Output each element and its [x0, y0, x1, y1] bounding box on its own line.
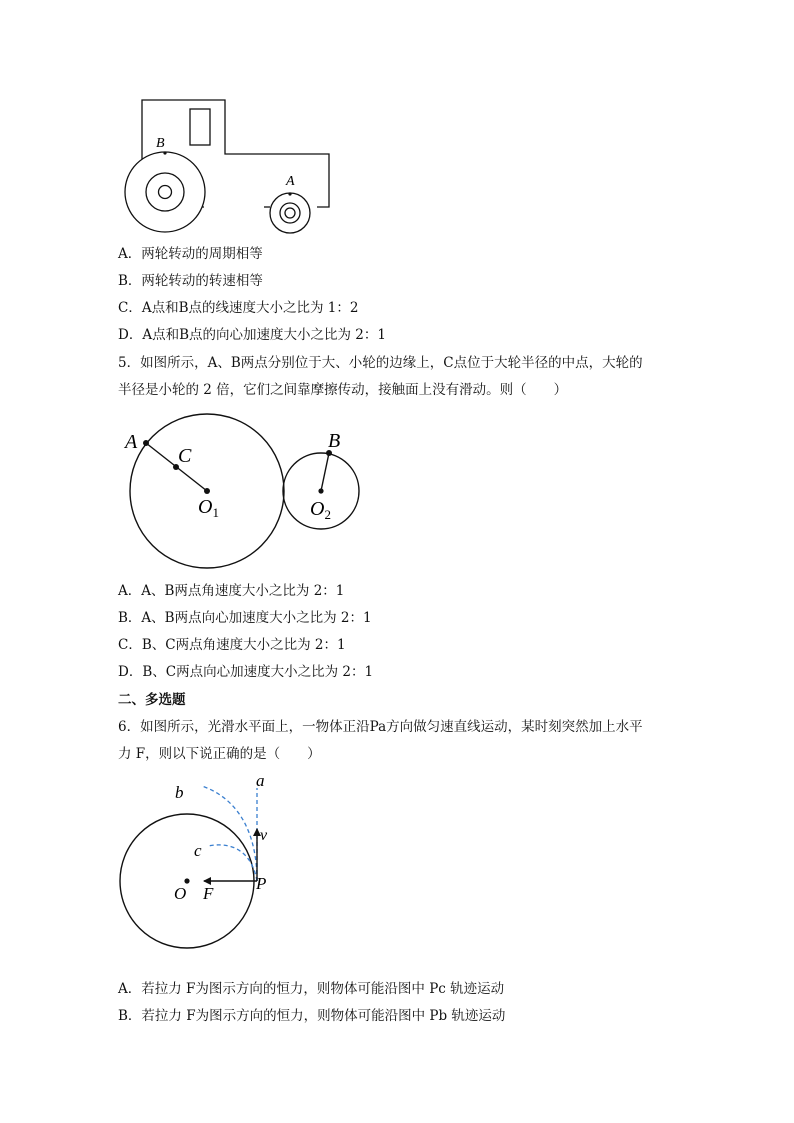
trajectory-figure	[118, 768, 288, 950]
label-o2: $O_2$	[310, 498, 331, 522]
q6-stem-line1: 6．如图所示，光滑水平面上，一物体正沿Pa方向做匀速直线运动，某时刻突然加上水平	[118, 719, 643, 735]
q4-option-a: A．两轮转动的周期相等	[118, 246, 263, 262]
label-f: F	[203, 884, 214, 903]
tractor-figure	[118, 96, 338, 241]
label-a: a	[256, 771, 265, 790]
label-v: v	[260, 827, 268, 844]
tractor-window	[190, 109, 210, 145]
q6-option-a: A．若拉力 F为图示方向的恒力，则物体可能沿图中 Pc 轨迹运动	[118, 981, 505, 997]
q4-option-c: C．A点和B点的线速度大小之比为 1：2	[118, 300, 359, 316]
point-b-dot	[163, 151, 166, 154]
label-b: B	[328, 430, 341, 452]
q6-stem-line2: 力 F，则以下说正确的是（ ）	[118, 746, 321, 762]
trajectory-c	[208, 845, 257, 881]
q5-option-b: B．A、B两点向心加速度大小之比为 2：1	[118, 610, 372, 626]
section-title: 二、多选题	[118, 692, 186, 708]
label-c: c	[194, 841, 202, 860]
q4-option-b: B．两轮转动的转速相等	[118, 273, 263, 289]
label-p: P	[256, 874, 267, 893]
big-wheel-outer	[125, 152, 205, 232]
label-a: A	[125, 431, 138, 453]
label-c: C	[178, 445, 192, 467]
q5-option-c: C．B、C两点角速度大小之比为 2：1	[118, 637, 346, 653]
label-a: A	[286, 174, 295, 189]
center-o1-dot	[204, 488, 210, 494]
label-o: O	[174, 884, 187, 903]
trajectory-b	[202, 786, 257, 881]
q5-option-d: D．B、C两点向心加速度大小之比为 2：1	[118, 664, 374, 680]
friction-wheels-figure	[118, 405, 378, 575]
q5-stem-line1: 5．如图所示，A、B两点分别位于大、小轮的边缘上，C点位于大轮半径的中点，大轮的	[118, 355, 643, 371]
label-o1: $O_1$	[198, 496, 219, 520]
label-b: B	[156, 136, 165, 151]
q5-stem-line2: 半径是小轮的 2 倍，它们之间靠摩擦传动，接触面上没有滑动。则（ ）	[118, 382, 568, 398]
q6-option-b: B．若拉力 F为图示方向的恒力，则物体可能沿图中 Pb 轨迹运动	[118, 1008, 506, 1024]
radius-o2-b	[321, 453, 329, 491]
q5-option-a: A．A、B两点角速度大小之比为 2：1	[118, 583, 345, 599]
point-a-dot	[143, 440, 149, 446]
center-o-dot	[184, 878, 189, 883]
small-wheel-outer	[270, 193, 310, 233]
label-b: b	[175, 783, 184, 802]
center-o2-dot	[318, 488, 323, 493]
point-a-dot	[288, 192, 291, 195]
q4-option-d: D．A点和B点的向心加速度大小之比为 2：1	[118, 327, 386, 343]
